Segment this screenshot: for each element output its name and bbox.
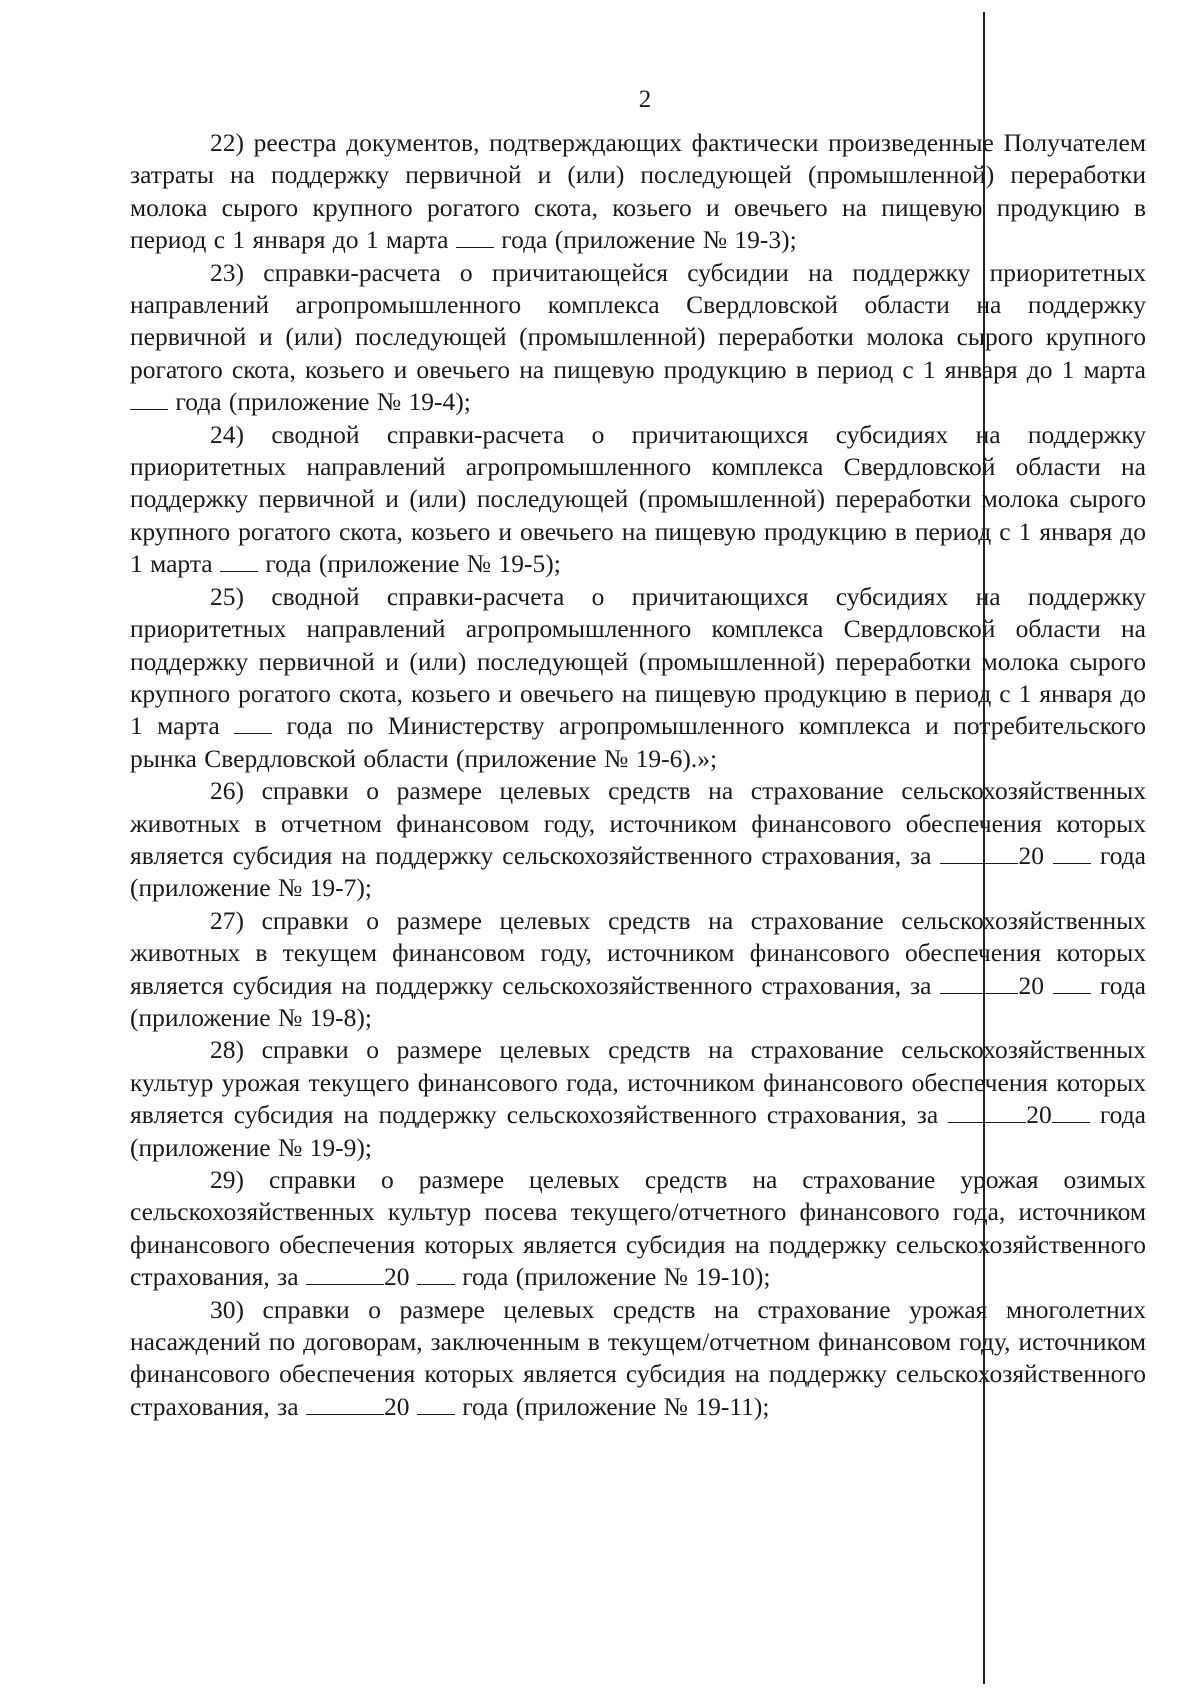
item-text: года (приложение № 19-10);	[454, 1262, 771, 1292]
item-text: 22) реестра документов, подтверждающих фактически произведенные Получателем затраты на поддержку первичной и (или) последующей (промышленной) переработки молока сырого крупного рогатого скота, козьего и овечьего на пищевую продукцию в период с 1 января до 1 марта	[130, 128, 1146, 255]
fill-in-blank	[306, 1261, 384, 1285]
fill-in-blank	[130, 386, 168, 410]
fill-in-blank	[1053, 970, 1091, 994]
page-number: 2	[638, 86, 652, 113]
item-text: 20	[1018, 970, 1053, 1000]
item-text: 30) справки о размере целевых средств на страхование урожая многолетних насаждений по договорам, заключенным в текущем/отчетном финансовом году, источником финансового обеспечения которых является субсидия на поддержку сельскохозяйственного страхования, за	[130, 1294, 1146, 1421]
item-text: года (приложение № 19-11);	[454, 1391, 770, 1421]
item-text: 20	[1018, 840, 1053, 870]
item-text: года (приложение № 19-4);	[168, 387, 471, 417]
list-item-23	[130, 257, 1146, 419]
item-text: 24) сводной справки-расчета о причитающихся субсидиях на поддержку приоритетных направлений агропромышленного комплекса Свердловской области на поддержку первичной и (или) последующей (промышленной) переработки молока сырого крупного рогатого скота, козьего и овечьего на пищевую продукцию в период с 1 января до 1 марта	[130, 419, 1146, 579]
item-text: 20	[383, 1391, 417, 1421]
fill-in-blank	[417, 1391, 455, 1415]
item-text: 26) справки о размере целевых средств на страхование сельскохозяйственных животных в отчетном финансовом году, источником финансового обеспечения которых является субсидия на поддержку сельскохозяйственного страхования, за	[130, 776, 1146, 870]
fill-in-blank	[940, 970, 1018, 994]
fill-in-blank	[306, 1391, 384, 1415]
item-text: 25) сводной справки-расчета о причитающихся субсидиях на поддержку приоритетных направлений агропромышленного комплекса Свердловской области на поддержку первичной и (или) последующей (промышленной) переработки молока сырого крупного рогатого скота, козьего и овечьего на пищевую продукцию в период с 1 января до 1 марта	[130, 581, 1146, 741]
item-text: года по Министерству агропромышленного комплекса и потребительского рынка Свердловской области (приложение № 19-6).»;	[130, 711, 1146, 773]
item-text: года (приложение № 19-3);	[493, 225, 797, 255]
fill-in-blank	[417, 1261, 455, 1285]
fill-in-blank	[234, 710, 272, 734]
list-item-22	[130, 127, 1146, 257]
item-text: 20	[1026, 1100, 1052, 1130]
item-text: года (приложение № 19-5);	[257, 549, 561, 579]
fill-in-blank	[940, 840, 1018, 864]
fill-in-blank	[948, 1099, 1026, 1123]
item-text: 23) справки-расчета о причитающейся субсидии на поддержку приоритетных направлений агропромышленного комплекса Свердловской области на поддержку первичной и (или) последующей (промышленной) переработки молока сырого крупного рогатого скота, козьего и овечьего на пищевую продукцию в период с 1 января до 1 марта	[130, 257, 1146, 384]
item-text: 28) справки о размере целевых средств на страхование сельскохозяйственных культур урожая текущего финансового года, источником финансового обеспечения которых является субсидия на поддержку сельскохозяйственного страхования, за	[130, 1035, 1146, 1130]
item-text: года (приложение № 19-8);	[130, 970, 1146, 1032]
item-text: года (приложение № 19-7);	[130, 840, 1146, 903]
fill-in-blank	[220, 548, 258, 572]
document-body	[130, 127, 1146, 1423]
fill-in-blank	[1053, 840, 1091, 864]
list-item-27	[130, 905, 1146, 1035]
item-text: 27) справки о размере целевых средств на страхование сельскохозяйственных животных в текущем финансовом году, источником финансового обеспечения которых является субсидия на поддержку сельскохозяйственного страхования, за	[130, 905, 1146, 1000]
fill-in-blank	[456, 224, 494, 248]
list-item-25	[130, 581, 1146, 775]
fill-in-blank	[1052, 1099, 1090, 1123]
item-text: года (приложение № 19-9);	[130, 1100, 1146, 1162]
list-item-28	[130, 1034, 1146, 1164]
list-item-26	[130, 775, 1146, 905]
list-item-29	[130, 1164, 1146, 1294]
item-text: 29) справки о размере целевых средств на страхование урожая озимых сельскохозяйственных культур посева текущего/отчетного финансового года, источником финансового обеспечения которых является субсидия на поддержку сельскохозяйственного страхования, за	[130, 1165, 1146, 1292]
item-text: 20	[383, 1262, 417, 1292]
list-item-30	[130, 1294, 1146, 1424]
list-item-24	[130, 419, 1146, 581]
